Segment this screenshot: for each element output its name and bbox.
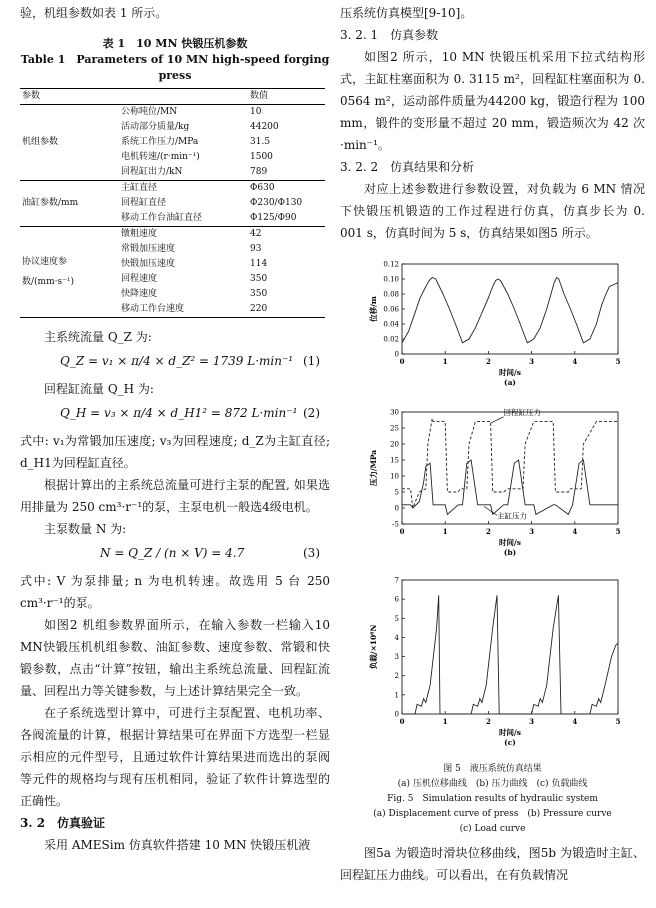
y-tick-label: 5	[394, 488, 399, 497]
paragraph: 式中: V 为泵排量; n 为电机转速。故选用 5 台 250 cm³·r⁻¹的泵。	[20, 574, 330, 610]
table-cell: 快降速度	[121, 289, 158, 299]
table-cell: 公称吨位/MN	[121, 107, 178, 117]
table-group-unit	[20, 105, 325, 181]
paragraph: 式中: v₁为常锻加压速度; v₃为回程速度; d_Z为主缸直径; d_H1为回程缸直径。	[20, 434, 330, 470]
table-cell: 789	[250, 167, 268, 177]
equation-number: (3)	[303, 546, 320, 560]
equation-text: N = Q_Z / (n × V) = 4.7	[100, 546, 245, 560]
y-tick-label: 1	[394, 691, 399, 700]
x-tick-label: 1	[442, 717, 448, 726]
table-cell: 回程速度	[121, 274, 158, 284]
y-tick-label: 0.02	[383, 335, 399, 344]
equation-2	[20, 400, 330, 430]
y-tick-label: 0.06	[383, 305, 399, 314]
figure-caption-block	[340, 762, 645, 837]
x-tick-label: 4	[572, 357, 578, 366]
table-cell: 移动工作台油缸直径	[121, 213, 203, 223]
equation-text: Q_Z = v₁ × π/4 × d_Z² = 1739 L·min⁻¹	[60, 354, 294, 368]
table-cell: 常锻加压速度	[121, 244, 176, 254]
chart-load	[340, 572, 645, 757]
table-cell: 电机转速/(r·min⁻¹)	[121, 152, 200, 162]
paragraph: 回程缸流量 Q_H 为:	[44, 382, 154, 396]
table-cell: 系统工作压力/MPa	[121, 137, 199, 147]
figure-caption-en: Fig. 5 Simulation results of hydraulic system	[387, 794, 598, 804]
intro-text: 验，机组参数如表 1 所示。	[20, 6, 168, 20]
x-tick-label: 1	[442, 357, 448, 366]
x-axis-label: 时间/s	[499, 728, 521, 737]
y-axis-label: 位移/m	[369, 296, 378, 322]
section-heading: 3. 2 仿真验证	[20, 816, 106, 830]
y-tick-label: 4	[394, 633, 399, 642]
y-tick-label: 5	[394, 614, 399, 623]
x-tick-label: 0	[399, 717, 405, 726]
table-cell: 快锻加压速度	[121, 259, 176, 269]
paragraph: 如图2 所示，10 MN 快锻压机采用下拉式结构形式，主缸柱塞面积为 0. 3115 m²，回程缸柱塞面积为 0. 0564 m²，运动部件质量为44200 kg，锻造行程为 100 mm，锻件的变形量不超过 20 mm，锻造频次为 42 次·min⁻¹。	[340, 50, 645, 152]
annotation-main-pressure: 主缸压力	[497, 511, 528, 521]
x-tick-label: 4	[572, 717, 578, 726]
table-header-row	[20, 89, 325, 105]
annotation-leader	[491, 417, 504, 423]
left-column	[20, 0, 330, 856]
group-name: 机组参数	[22, 137, 59, 147]
y-tick-label: -5	[392, 520, 399, 529]
x-tick-label: 0	[399, 527, 405, 536]
paragraph: 主系统流量 Q_Z 为:	[44, 330, 152, 344]
paragraph: 主泵数量 N 为:	[44, 522, 127, 536]
x-tick-label: 3	[529, 717, 535, 726]
paragraph: 采用 AMESim 仿真软件搭建 10 MN 快锻压机液	[44, 838, 311, 852]
equation-3	[20, 540, 330, 570]
subsection-heading: 3. 2. 2 仿真结果和分析	[340, 160, 475, 174]
table-cell: 10	[250, 107, 262, 117]
x-tick-label: 5	[615, 357, 621, 366]
right-column	[340, 0, 645, 244]
table-cell: 350	[250, 274, 268, 284]
group-name: 协议速度参数/(mm·s⁻¹)	[22, 257, 74, 287]
paragraph: 如图2 机组参数界面所示，在输入参数一栏输入10 MN快锻压机机组参数、油缸参数、速度参数、常锻和快锻参数，点击“计算”按钮，输出主系统总流量、回程缸流量、回程出力等关键参数，与上述计算结果完全一致。	[20, 618, 330, 698]
equation-text: Q_H = v₃ × π/4 × d_H1² = 872 L·min⁻¹	[60, 406, 298, 420]
x-tick-label: 4	[572, 527, 578, 536]
y-tick-label: 0.12	[383, 260, 399, 269]
x-tick-label: 2	[485, 527, 491, 536]
table-group-cylinder	[20, 181, 325, 227]
y-tick-label: 7	[394, 576, 399, 585]
table-cell: 回程缸出力/kN	[121, 167, 183, 177]
y-tick-label: 0.08	[383, 290, 399, 299]
series-line-solid	[402, 460, 618, 514]
panel-label: (c)	[504, 738, 516, 747]
y-tick-label: 0.10	[383, 275, 399, 284]
y-tick-label: 0.04	[383, 320, 399, 329]
table-title-en: Table 1 Parameters of 10 MN high-speed forging press	[20, 53, 330, 82]
table-cell: 活动部分质量/kg	[121, 122, 190, 132]
x-tick-label: 3	[529, 527, 535, 536]
equation-1	[20, 348, 330, 378]
table-cell: 回程缸直径	[121, 198, 167, 208]
figure-subcaption-en: (c) Load curve	[459, 824, 526, 834]
table-cell: 220	[250, 304, 268, 314]
table-cell: 44200	[250, 122, 279, 132]
table-cell: 主缸直径	[121, 183, 158, 193]
x-tick-label: 2	[485, 357, 491, 366]
paragraph: 对应上述参数进行参数设置，对负载为 6 MN 情况下快锻压机锻造的工作过程进行仿真，仿真步长为 0. 001 s，仿真时间为 5 s，仿真结果如图5 所示。	[340, 182, 645, 240]
series-line	[402, 595, 618, 714]
x-tick-label: 5	[615, 717, 621, 726]
x-tick-label: 5	[615, 527, 621, 536]
right-column-bottom	[340, 842, 645, 886]
y-tick-label: 3	[394, 653, 399, 662]
equation-number: (1)	[303, 354, 320, 368]
table-cell: 42	[250, 229, 262, 239]
y-tick-label: 25	[390, 424, 399, 433]
x-tick-label: 0	[399, 357, 405, 366]
y-tick-label: 10	[390, 472, 399, 481]
x-tick-label: 2	[485, 717, 491, 726]
annotation-leader	[484, 506, 497, 515]
table-cell: 镦粗速度	[121, 229, 158, 239]
table-cell: 31.5	[250, 137, 271, 147]
panel-label: (b)	[503, 548, 517, 557]
equation-number: (2)	[303, 406, 320, 420]
table-cell: Φ630	[250, 183, 275, 193]
y-tick-label: 20	[390, 440, 399, 449]
table-title-cn: 表 1 10 MN 快锻压机参数	[102, 37, 248, 50]
parameter-table	[20, 88, 325, 318]
figure-caption-cn: 图 5 液压系统仿真结果	[443, 764, 542, 774]
annotation-return-pressure: 回程缸压力	[503, 408, 542, 418]
table-cell: 移动工作台速度	[121, 304, 185, 314]
table-cell: Φ125/Φ90	[250, 213, 297, 223]
y-tick-label: 2	[394, 672, 399, 681]
subsection-heading: 3. 2. 1 仿真参数	[340, 28, 439, 42]
x-tick-label: 1	[442, 527, 448, 536]
y-tick-label: 0	[394, 710, 399, 719]
paragraph: 图5a 为锻造时滑块位移曲线，图5b 为锻造时主缸、回程缸压力曲线。可以看出，在有负载情况	[340, 846, 645, 882]
plot-frame	[402, 264, 618, 354]
plot-frame	[402, 412, 618, 524]
figure-subcaption-en: (a) Displacement curve of press (b) Pressure curve	[373, 809, 612, 819]
header-param: 参数	[22, 91, 41, 101]
chart-displacement	[340, 258, 645, 392]
header-blank	[119, 89, 248, 105]
x-axis-label: 时间/s	[499, 368, 521, 377]
series-line-dashed	[402, 418, 618, 508]
group-name: 油缸参数/mm	[22, 198, 79, 208]
table-cell: 350	[250, 289, 268, 299]
chart-pressure	[340, 406, 645, 566]
y-tick-label: 0	[394, 350, 399, 359]
table-cell: 1500	[250, 152, 273, 162]
x-tick-label: 3	[529, 357, 535, 366]
y-axis-label: 压力/MPa	[369, 449, 378, 487]
y-tick-label: 0	[394, 504, 399, 513]
paragraph: 在子系统选型计算中，可进行主泵配置、电机功率、各阀流量的计算，根据计算结果可在界面下方选型一栏显示相应的元件型号，且通过软件计算结果进而选出的泵阀等元件的规格均与现有压机相同，验证了软件计算选型的正确性。	[20, 706, 330, 808]
table-cell: 114	[250, 259, 268, 269]
header-value: 数值	[250, 91, 269, 101]
y-tick-label: 30	[390, 408, 399, 417]
table-cell: Φ230/Φ130	[250, 198, 303, 208]
paragraph: 压系统仿真模型[9-10]。	[340, 6, 473, 20]
series-line	[402, 278, 618, 343]
y-axis-label: 负载/×10⁶N	[369, 624, 378, 670]
x-axis-label: 时间/s	[499, 538, 521, 547]
panel-label: (a)	[504, 378, 516, 387]
figure-subcaption-cn: (a) 压机位移曲线 (b) 压力曲线 (c) 负载曲线	[397, 779, 588, 789]
table-cell: 93	[250, 244, 262, 254]
y-tick-label: 6	[394, 595, 399, 604]
table-group-speed	[20, 227, 325, 318]
y-tick-label: 15	[390, 456, 399, 465]
paragraph: 根据计算出的主系统总流量可进行主泵的配置, 如果选用排量为 250 cm³·r⁻¹的泵，主泵电机一般选4级电机。	[20, 478, 330, 514]
